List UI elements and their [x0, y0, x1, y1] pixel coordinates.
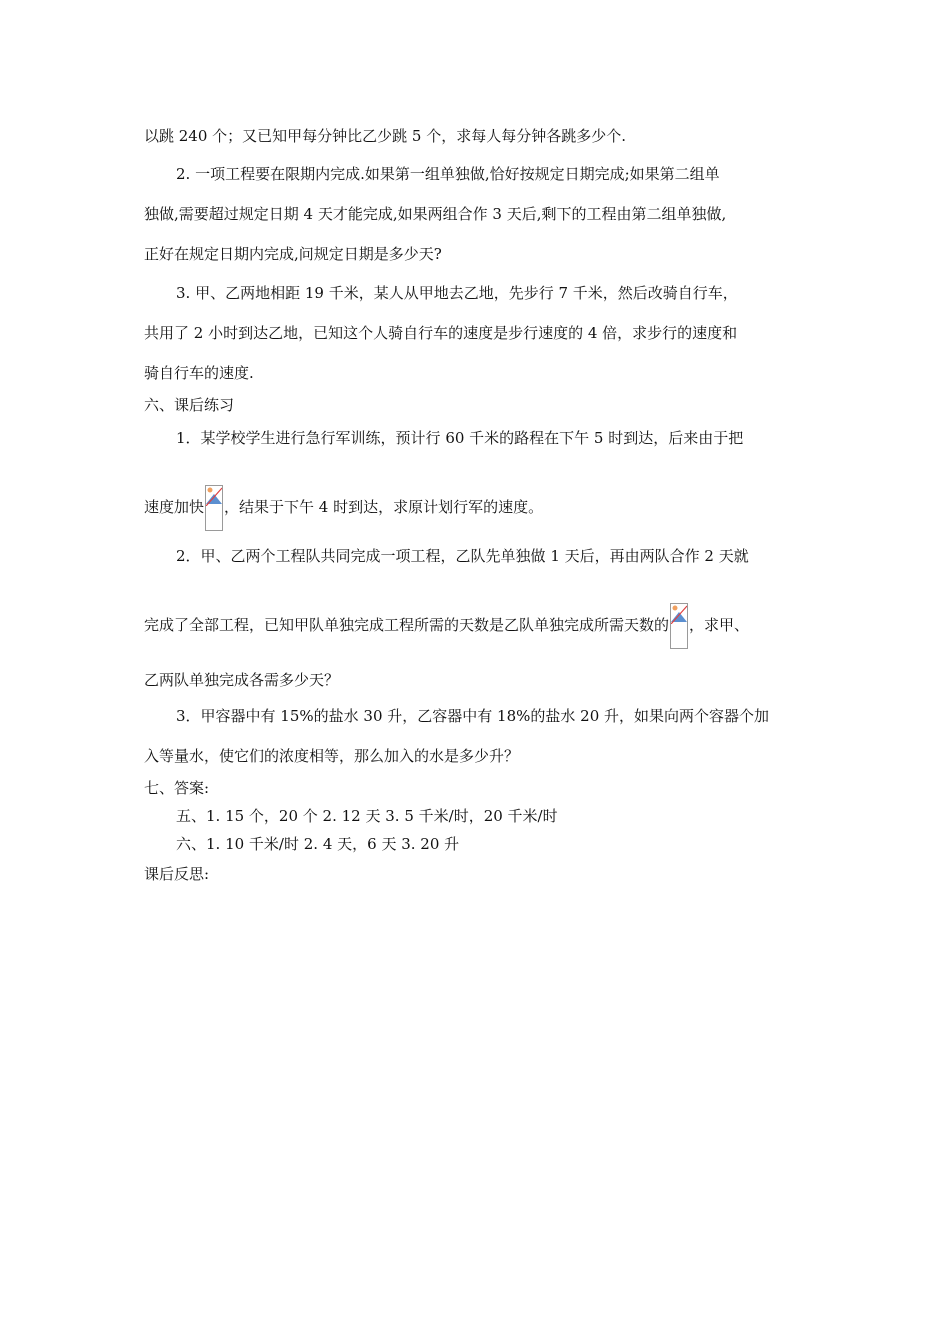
reflection-heading: 课后反思: — [144, 865, 210, 883]
broken-image-icon — [205, 485, 223, 531]
exercise-2-line-2 — [144, 602, 749, 649]
section-6-heading: 六、课后练习 — [144, 396, 235, 414]
exercise-2-line-3: 乙两队单独完成各需多少天？ — [144, 671, 340, 689]
answers-section-5: 五、1. 15 个，20 个 2. 12 天 3. 5 千米/时，20 千米/时 — [176, 807, 558, 825]
problem-3-line-1: 3. 甲、乙两地相距 19 千米，某人从甲地去乙地，先步行 7 千米，然后改骑自行车， — [176, 284, 738, 302]
section-7-heading: 七、答案: — [144, 779, 210, 797]
exercise-1-text-post: ，结果于下午 4 时到达，求原计划行军的速度。 — [224, 498, 544, 516]
problem-2-line-2: 独做,需要超过规定日期 4 天才能完成,如果两组合作 3 天后,剩下的工程由第二组单独做, — [144, 205, 727, 223]
broken-image-icon — [670, 603, 688, 649]
exercise-1-line-2 — [144, 484, 543, 531]
exercise-1-text-pre: 速度加快 — [144, 498, 205, 516]
exercise-3-line-2: 入等量水，使它们的浓度相等，那么加入的水是多少升？ — [144, 747, 520, 765]
exercise-2-line-1: 2．甲、乙两个工程队共同完成一项工程，乙队先单独做 1 天后，再由两队合作 2 天就 — [176, 547, 749, 565]
problem-2-line-3: 正好在规定日期内完成,问规定日期是多少天? — [144, 245, 442, 263]
problem-3-line-2: 共用了 2 小时到达乙地，已知这个人骑自行车的速度是步行速度的 4 倍，求步行的速度和 — [144, 324, 738, 342]
exercise-3-line-1: 3．甲容器中有 15%的盐水 30 升，乙容器中有 18%的盐水 20 升，如果向两个容器个加 — [176, 707, 770, 725]
text-line: 以跳 240 个；又已知甲每分钟比乙少跳 5 个，求每人每分钟各跳多少个. — [144, 127, 627, 145]
problem-3-line-3: 骑自行车的速度. — [144, 364, 254, 382]
answers-section-6: 六、1. 10 千米/时 2. 4 天，6 天 3. 20 升 — [176, 835, 460, 853]
exercise-2-text-post: ，求甲、 — [689, 616, 750, 634]
exercise-1-line-1: 1．某学校学生进行急行军训练，预计行 60 千米的路程在下午 5 时到达，后来由于把 — [176, 429, 744, 447]
problem-2-line-1: 2. 一项工程要在限期内完成.如果第一组单独做,恰好按规定日期完成;如果第二组单 — [176, 165, 720, 183]
exercise-2-text-pre: 完成了全部工程，已知甲队单独完成工程所需的天数是乙队单独完成所需天数的 — [144, 616, 670, 634]
